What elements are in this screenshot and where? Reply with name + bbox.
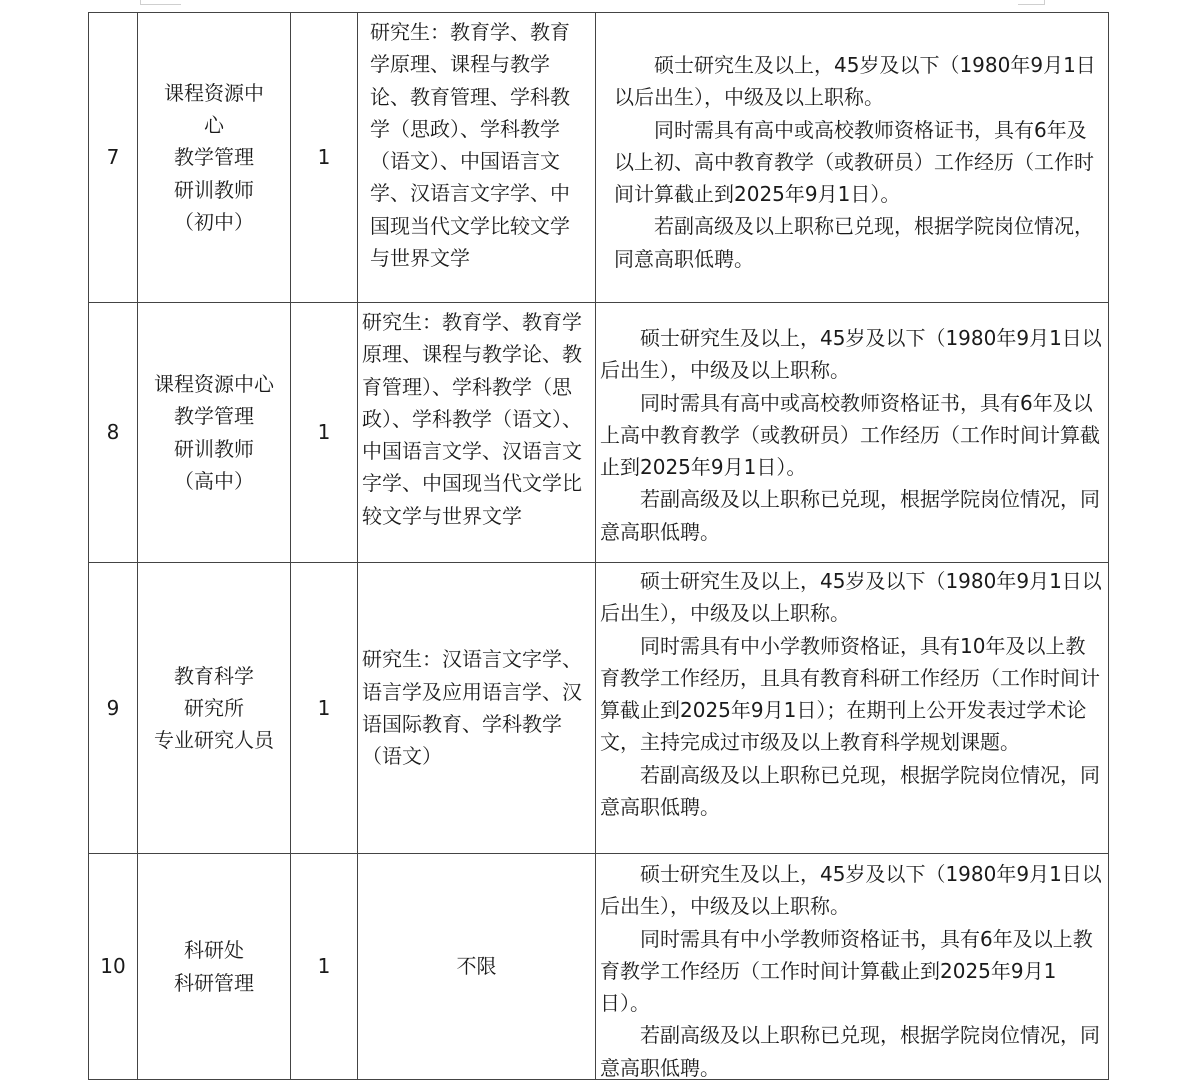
page-corner-mark-right (1018, 0, 1045, 5)
major-cell (358, 563, 595, 853)
requirement-paragraph: 同时需具有高中或高校教师资格证书，具有6年及以上初、高中教育教学（或教研员）工作经历（工作时间计算截止到2025年9月1日）。 (614, 117, 1094, 207)
position-cell (138, 854, 290, 1079)
row-number: 9 (106, 695, 120, 720)
position-cell (138, 13, 290, 302)
page-corner-mark-left (140, 0, 181, 5)
position-name: 课程资源中心 教学管理 研训教师 （高中） (154, 371, 274, 493)
major-requirement: 不限 (456, 954, 497, 979)
row-number: 8 (106, 420, 120, 445)
major-cell (358, 13, 595, 302)
headcount: 1 (317, 145, 331, 170)
position-name: 课程资源中 心 教学管理 研训教师 （初中） (164, 80, 264, 234)
table-border-right (1108, 12, 1109, 1080)
requirement-paragraph: 同时需具有中小学教师资格证，具有10年及以上教育教学工作经历，且具有教育科研工作经历（工作时间计算截止到2025年9月1日）；在期刊上公开发表过学术论文，主持完成过市级及以上教育科学规划课题。 (600, 633, 1100, 755)
headcount-cell (291, 563, 357, 853)
headcount: 1 (317, 420, 331, 445)
row-number-cell (89, 303, 137, 562)
requirements-cell (596, 303, 1108, 562)
requirements-cell (596, 563, 1108, 853)
requirements-cell (596, 854, 1108, 1079)
requirement-paragraph: 硕士研究生及以上，45岁及以下（1980年9月1日以后出生），中级及以上职称。 (600, 569, 1102, 626)
requirement-paragraph: 硕士研究生及以上，45岁及以下（1980年9月1日以后出生），中级及以上职称。 (600, 862, 1102, 919)
headcount-cell (291, 854, 357, 1079)
row-number: 7 (106, 145, 120, 170)
major-cell (358, 303, 595, 562)
major-requirement: 研究生：教育学、教育学原理、课程与教学论、教育管理、学科教学（思政）、学科教学（语文）、中国语言文学、汉语言文字学、中国现当代文学比较文学与世界文学 (370, 20, 570, 271)
requirement-paragraph: 同时需具有高中或高校教师资格证书，具有6年及以上高中教育教学（或教研员）工作经历（工作时间计算截止到2025年9月1日）。 (600, 390, 1100, 480)
row-number-cell (89, 13, 137, 302)
headcount-cell (291, 13, 357, 302)
requirement-paragraph: 硕士研究生及以上，45岁及以下（1980年9月1日以后出生），中级及以上职称。 (600, 326, 1102, 383)
row-number: 10 (100, 954, 126, 979)
requirements-cell (596, 13, 1108, 302)
requirement-paragraph: 若副高级及以上职称已兑现，根据学院岗位情况，同意高职低聘。 (600, 762, 1100, 820)
requirement-paragraph: 硕士研究生及以上，45岁及以下（1980年9月1日以后出生），中级及以上职称。 (614, 53, 1096, 110)
headcount: 1 (317, 954, 331, 979)
headcount-cell (291, 303, 357, 562)
requirement-paragraph: 若副高级及以上职称已兑现，根据学院岗位情况，同意高职低聘。 (614, 214, 1094, 271)
recruitment-table (88, 12, 1109, 1080)
row-number-cell (89, 854, 137, 1079)
position-cell (138, 303, 290, 562)
position-name: 教育科学 研究所 专业研究人员 (154, 663, 274, 753)
major-requirement: 研究生：汉语言文字学、语言学及应用语言学、汉语国际教育、学科教学（语文） (362, 647, 582, 769)
row-number-cell (89, 563, 137, 853)
major-cell (358, 854, 595, 1079)
position-cell (138, 563, 290, 853)
position-name: 科研处 科研管理 (174, 938, 254, 995)
major-requirement: 研究生：教育学、教育学原理、课程与教学论、教育管理）、学科教学（思政）、学科教学（语文）、中国语言文学、汉语言文字学、中国现当代文学比较文学与世界文学 (362, 310, 582, 528)
requirement-paragraph: 同时需具有中小学教师资格证书，具有6年及以上教育教学工作经历（工作时间计算截止到2025年9月1日）。 (600, 926, 1093, 1016)
requirement-paragraph: 若副高级及以上职称已兑现，根据学院岗位情况，同意高职低聘。 (600, 1023, 1100, 1080)
requirement-paragraph: 若副高级及以上职称已兑现，根据学院岗位情况，同意高职低聘。 (600, 487, 1100, 544)
headcount: 1 (317, 695, 331, 720)
